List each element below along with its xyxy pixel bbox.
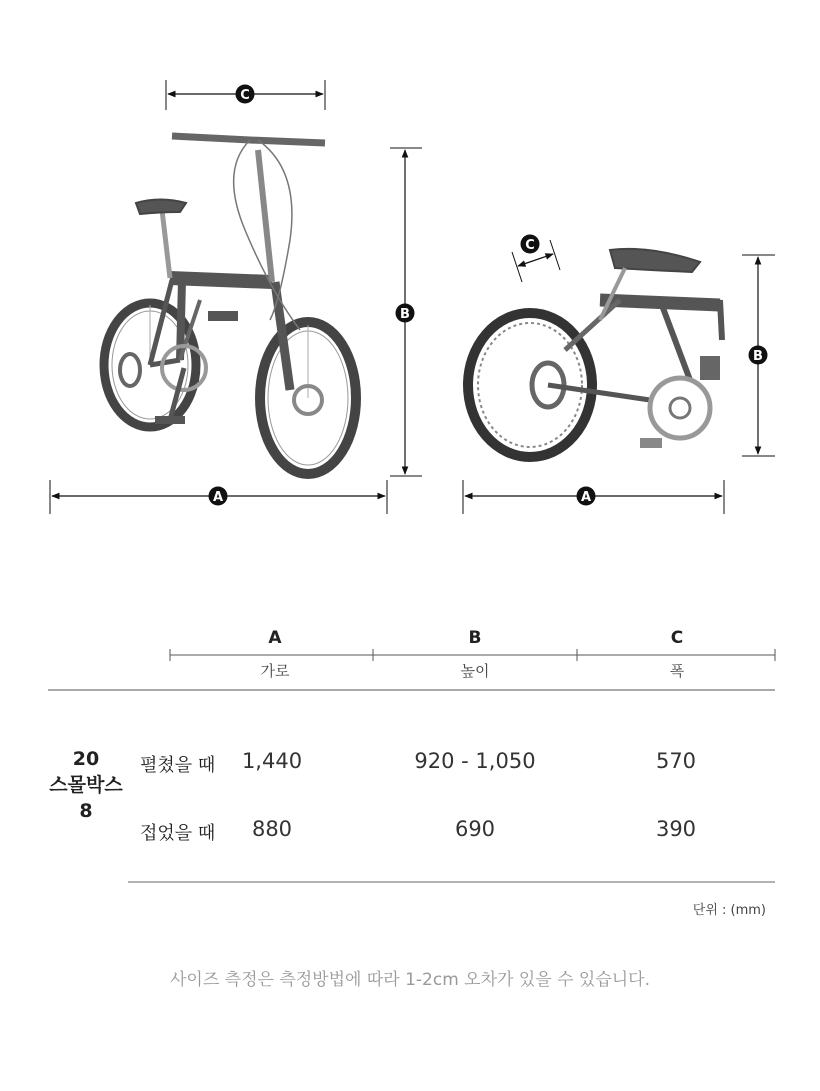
folded-bike-icon	[468, 249, 722, 457]
bike-dimension-diagram	[0, 0, 820, 540]
model-line: 20	[72, 748, 100, 770]
cell-unfolded-c: 570	[655, 749, 697, 773]
cell-unfolded-b: 920 - 1,050	[414, 749, 536, 773]
column-c-name: 폭	[669, 662, 685, 680]
column-c-letter: C	[670, 628, 684, 648]
cell-folded-b: 690	[454, 817, 496, 841]
unfolded-marker-c-text: C	[240, 88, 250, 103]
column-a-letter: A	[268, 628, 282, 648]
row-label-unfolded: 펼쳤을 때	[140, 755, 216, 776]
model-name	[38, 746, 134, 824]
row-label-folded: 접었을 때	[140, 823, 216, 844]
unit-label: 단위 : (mm)	[692, 903, 766, 918]
column-b-letter: B	[468, 628, 482, 648]
unfolded-marker-a-text: A	[212, 490, 224, 505]
unfolded-marker-b-text: B	[400, 307, 410, 322]
cell-folded-c: 390	[655, 817, 697, 841]
column-a-name: 가로	[260, 662, 290, 680]
cell-unfolded-a: 1,440	[241, 749, 303, 773]
folded-marker-c-text: C	[525, 238, 535, 253]
model-line: 8	[79, 800, 93, 822]
column-b-name: 높이	[460, 662, 490, 680]
cell-folded-a: 880	[251, 817, 293, 841]
unfolded-bike-icon	[104, 136, 356, 474]
model-line: 스몰박스	[49, 774, 123, 796]
measurement-footnote: 사이즈 측정은 측정방법에 따라 1-2cm 오차가 있을 수 있습니다.	[169, 970, 650, 990]
folded-marker-a-text: A	[580, 490, 592, 505]
folded-marker-b-text: B	[753, 349, 763, 364]
